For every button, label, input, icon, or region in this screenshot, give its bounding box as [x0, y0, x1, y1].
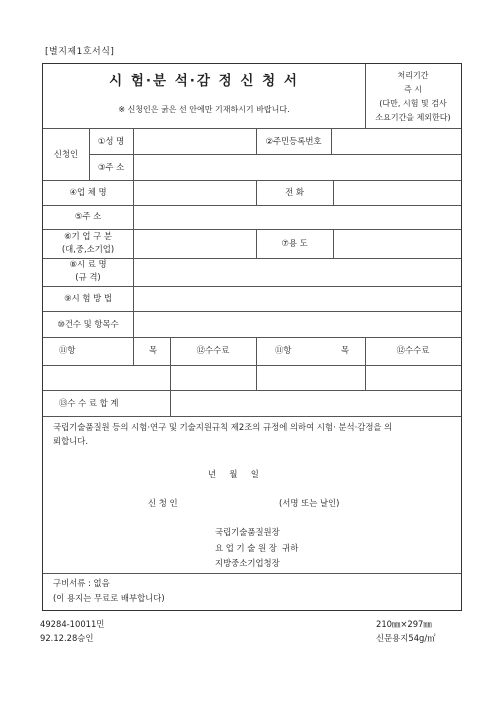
- statement-text: 국립기술품질원 등의 시험·연구 및 기술지원규칙 제2조의 규정에 의하여 시험· 분석·감정을 의: [53, 422, 393, 432]
- rule: [89, 154, 461, 155]
- applicant-label: 신청인: [53, 149, 79, 159]
- item-header-end: 목: [341, 345, 350, 355]
- form-number: 49284-10011민: [40, 619, 105, 629]
- form-title: 시 험·분 석·감 정 신 청 서: [109, 73, 299, 89]
- approval-date: 92.12.28승인: [40, 633, 94, 643]
- rule: [43, 286, 461, 287]
- required-documents: 구비서류 : 없음: [53, 578, 110, 588]
- fee-total-field[interactable]: [172, 392, 459, 414]
- sample-spec-label: (규 격): [75, 272, 101, 282]
- processing-period-value: 즉 시: [404, 85, 422, 94]
- rule: [43, 390, 461, 391]
- paper-type: 신문용지54g/㎡: [376, 633, 436, 643]
- company-label: ④업 체 명: [69, 187, 107, 197]
- company-field[interactable]: [133, 182, 256, 204]
- resident-number-label: ②주민등록번호: [265, 136, 322, 146]
- application-date: 년 월 일: [208, 469, 259, 479]
- instruction-note: ※ 신청인은 굵은 선 안에만 기재하시기 바랍니다.: [118, 105, 290, 114]
- free-distribution-note: (이 용지는 무료로 배부합니다): [53, 593, 165, 603]
- processing-period-note: (다만, 시험 및 검사: [379, 99, 447, 108]
- rule: [43, 365, 461, 366]
- statement-text: 뢰합니다.: [53, 436, 89, 446]
- rule: [43, 229, 461, 230]
- application-form: [42, 63, 462, 611]
- paper-size: 210㎜×297㎜: [376, 619, 432, 629]
- signature-label: (서명 또는 날인): [279, 498, 340, 508]
- applicant-sign-label: 신 청 인: [148, 498, 178, 508]
- address-2-label: ⑤주 소: [74, 211, 102, 221]
- processing-period-label: 처리기간: [397, 71, 429, 80]
- item-field[interactable]: [45, 367, 167, 388]
- processing-period-note: 소요기간을 제외한다): [375, 113, 451, 122]
- usage-label: ⑦용 도: [281, 238, 308, 248]
- business-type-field[interactable]: [133, 231, 256, 257]
- fee-total-label: ⑬수 수 료 합 계: [59, 398, 119, 408]
- address-field[interactable]: [133, 156, 461, 178]
- sample-name-label: ⑧시 료 명: [69, 259, 107, 269]
- rule: [43, 573, 461, 574]
- business-type-label: ⑥기 업 구 분: [64, 231, 112, 241]
- rule: [43, 205, 461, 206]
- phone-label: 전 화: [285, 187, 304, 197]
- address-2-field[interactable]: [133, 207, 461, 228]
- count-label: ⑩건수 및 항목수: [57, 319, 119, 329]
- item-header-end: 목: [149, 345, 158, 355]
- item-field[interactable]: [258, 367, 363, 388]
- recipient-name: 지방중소기업청장: [215, 558, 280, 568]
- test-method-label: ⑨시 험 방 법: [64, 293, 112, 303]
- recipient-name: 국립기술품질원장: [215, 527, 280, 537]
- business-type-sublabel: (대,중,소기업): [61, 244, 115, 254]
- rule: [43, 180, 461, 181]
- name-label: ①성 명: [97, 136, 125, 146]
- sample-name-field[interactable]: [133, 260, 461, 285]
- form-code: [별지제1호서식]: [45, 47, 115, 57]
- rule: [43, 416, 461, 417]
- rule: [43, 128, 461, 129]
- rule: [43, 311, 461, 312]
- fee-field[interactable]: [172, 367, 254, 388]
- rule: [256, 337, 257, 390]
- address-label: ③주 소: [97, 162, 125, 172]
- fee-field[interactable]: [367, 367, 459, 388]
- recipient-name: 요 업 기 술 원 장 귀하: [215, 543, 299, 553]
- item-header: ⑪항: [59, 345, 76, 355]
- fee-header: ⑫수수료: [196, 345, 230, 355]
- resident-number-field[interactable]: [331, 130, 461, 152]
- count-field[interactable]: [133, 313, 461, 336]
- item-header: ⑪항: [275, 345, 292, 355]
- fee-header: ⑫수수료: [396, 345, 430, 355]
- test-method-field[interactable]: [133, 288, 461, 310]
- name-field[interactable]: [133, 130, 256, 152]
- usage-field[interactable]: [333, 231, 461, 257]
- phone-field[interactable]: [333, 182, 461, 204]
- rule: [43, 337, 461, 338]
